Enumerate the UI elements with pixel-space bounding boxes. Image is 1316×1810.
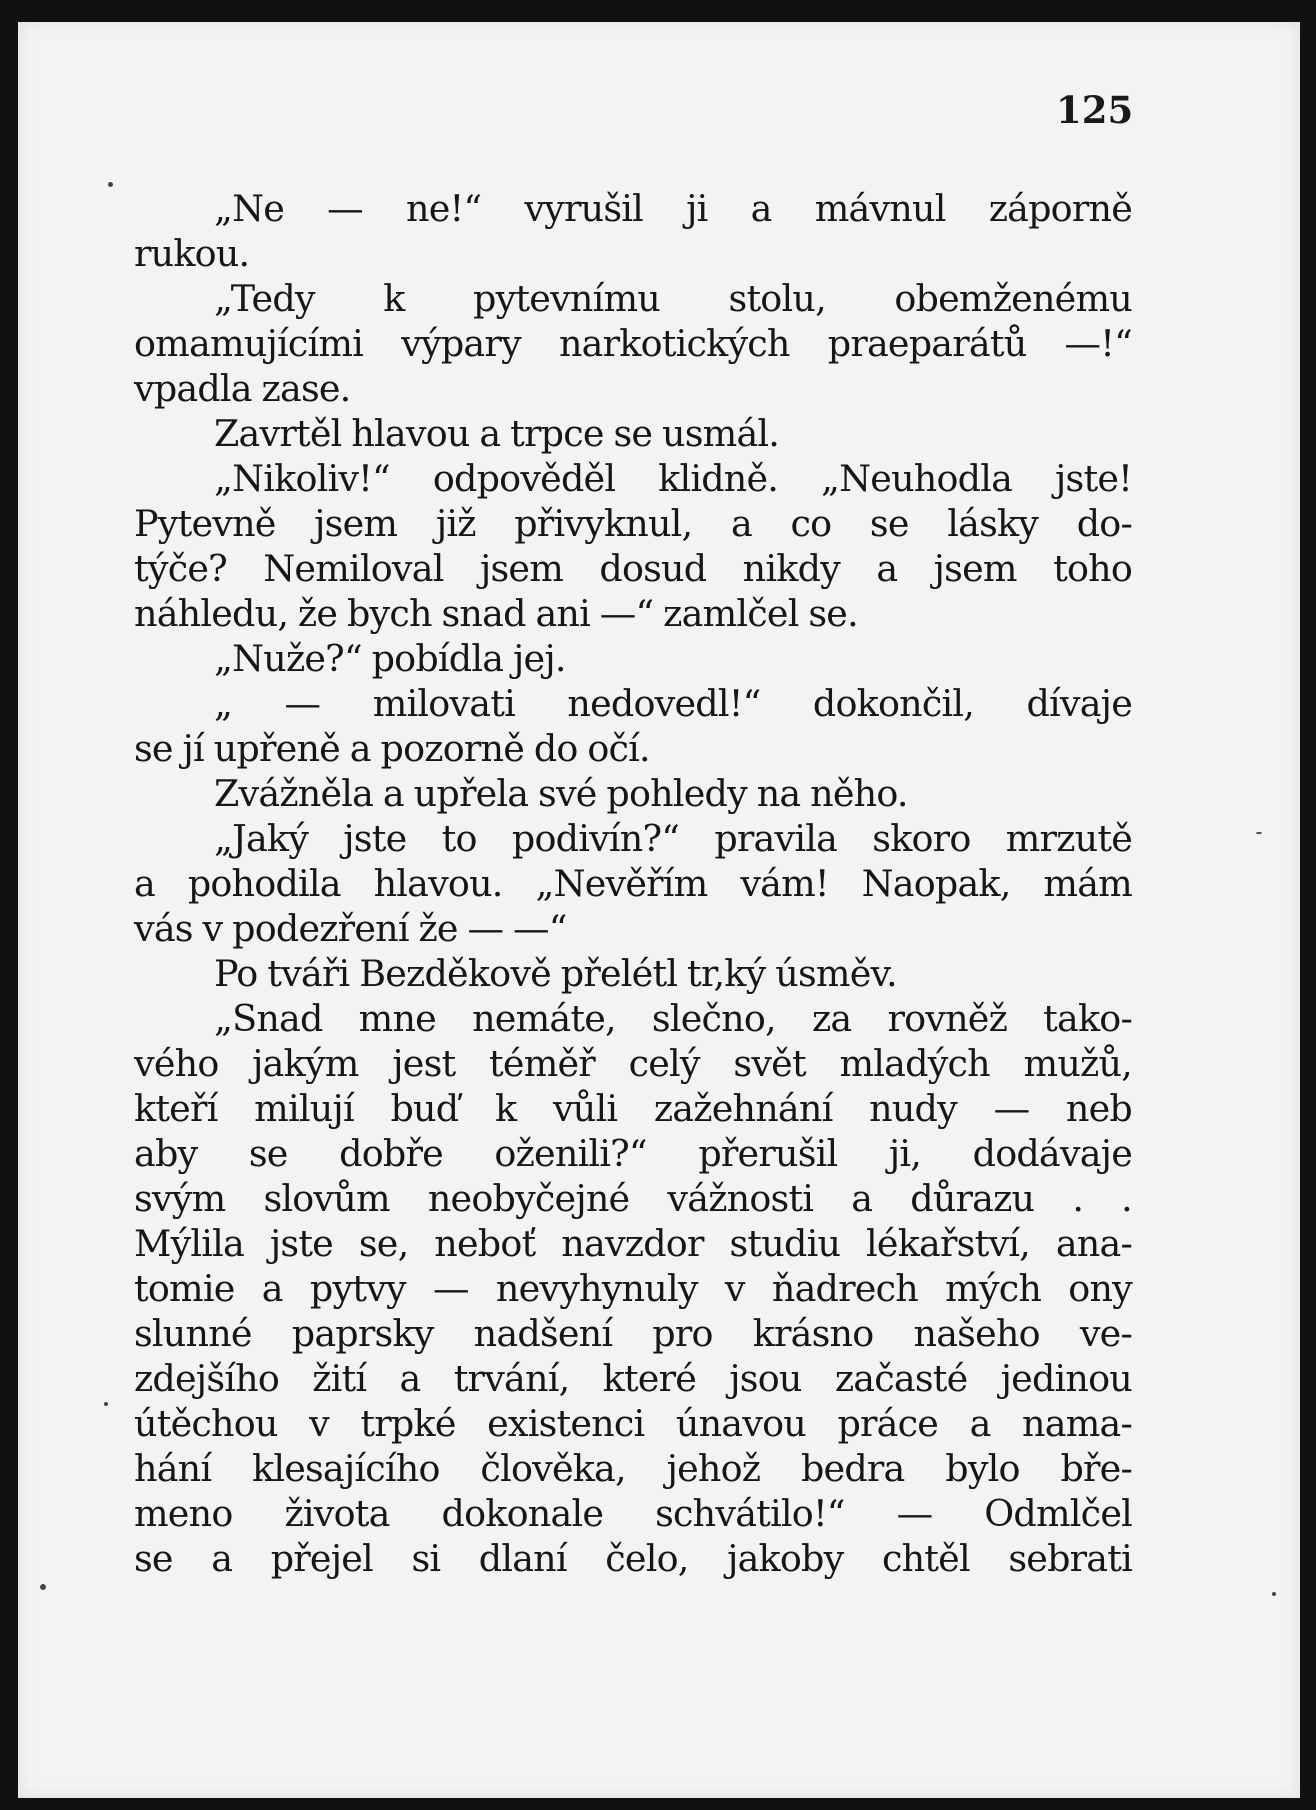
body-text — [134, 186, 1132, 1581]
text-line: a pohodila hlavou. „Nevěřím vám! Naopak, mám — [134, 862, 1132, 905]
text-line: meno života dokonale schvátilo!“ — Odmlčel — [134, 1492, 1132, 1535]
text-line: aby se dobře oženili?“ přerušil ji, dodávaje — [134, 1132, 1132, 1175]
text-line: „ — milovati nedovedl!“ dokončil, dívaje — [214, 682, 1132, 725]
text-line: „Tedy k pytevnímu stolu, obemženému — [214, 277, 1132, 320]
text-line: rukou. — [134, 232, 250, 275]
ink-speck — [1272, 1592, 1276, 1596]
text-line: Zavrtěl hlavou a trpce se usmál. — [214, 412, 780, 455]
text-line: tomie a pytvy — nevyhynuly v ňadrech mých ony — [134, 1267, 1132, 1310]
text-line: „Nuže?“ pobídla jej. — [214, 637, 566, 680]
text-line: „Ne — ne!“ vyrušil ji a mávnul záporně — [214, 187, 1132, 230]
text-line: zdejšího žití a trvání, které jsou začasté jedinou — [134, 1357, 1132, 1400]
text-line: Po tváři Bezděkově přelétl tr,ký úsměv. — [214, 952, 897, 995]
text-line: vpadla zase. — [134, 367, 351, 410]
text-line: se a přejel si dlaní čelo, jakoby chtěl sebrati — [134, 1537, 1132, 1580]
text-line: Zvážněla a upřela své pohledy na něho. — [214, 772, 908, 815]
page-number: 125 — [1056, 88, 1134, 132]
text-line: Pytevně jsem již přivyknul, a co se lásky do- — [134, 502, 1132, 545]
text-line: útěchou v trpké existenci únavou práce a nama- — [134, 1402, 1132, 1445]
text-line: omamujícími výpary narkotických praeparátů —!“ — [134, 322, 1132, 365]
text-line: kteří milují buď k vůli zažehnání nudy — neb — [134, 1087, 1132, 1130]
ink-speck — [1256, 832, 1262, 834]
text-line: náhledu, že bych snad ani —“ zamlčel se. — [134, 592, 858, 635]
text-line: týče? Nemiloval jsem dosud nikdy a jsem toho — [134, 547, 1132, 590]
text-line: „Jaký jste to podivín?“ pravila skoro mrzutě — [214, 817, 1132, 860]
ink-speck — [104, 1402, 108, 1406]
text-line: Mýlila jste se, neboť navzdor studiu lékařství, ana- — [134, 1222, 1132, 1265]
text-line: vás v podezření že — —“ — [134, 907, 567, 950]
ink-speck — [108, 182, 113, 187]
text-line: „Nikoliv!“ odpověděl klidně. „Neuhodla jste! — [214, 457, 1132, 500]
text-line: „Snad mne nemáte, slečno, za rovněž tako- — [214, 997, 1132, 1040]
text-line: svým slovům neobyčejné vážnosti a důrazu . . — [134, 1177, 1132, 1220]
ink-speck — [40, 1584, 46, 1590]
text-line: slunné paprsky nadšení pro krásno našeho ve- — [134, 1312, 1132, 1355]
text-line: se jí upřeně a pozorně do očí. — [134, 727, 650, 770]
text-line: vého jakým jest téměř celý svět mladých mužů, — [134, 1042, 1132, 1085]
text-line: hání klesajícího člověka, jehož bedra bylo bře- — [134, 1447, 1132, 1490]
